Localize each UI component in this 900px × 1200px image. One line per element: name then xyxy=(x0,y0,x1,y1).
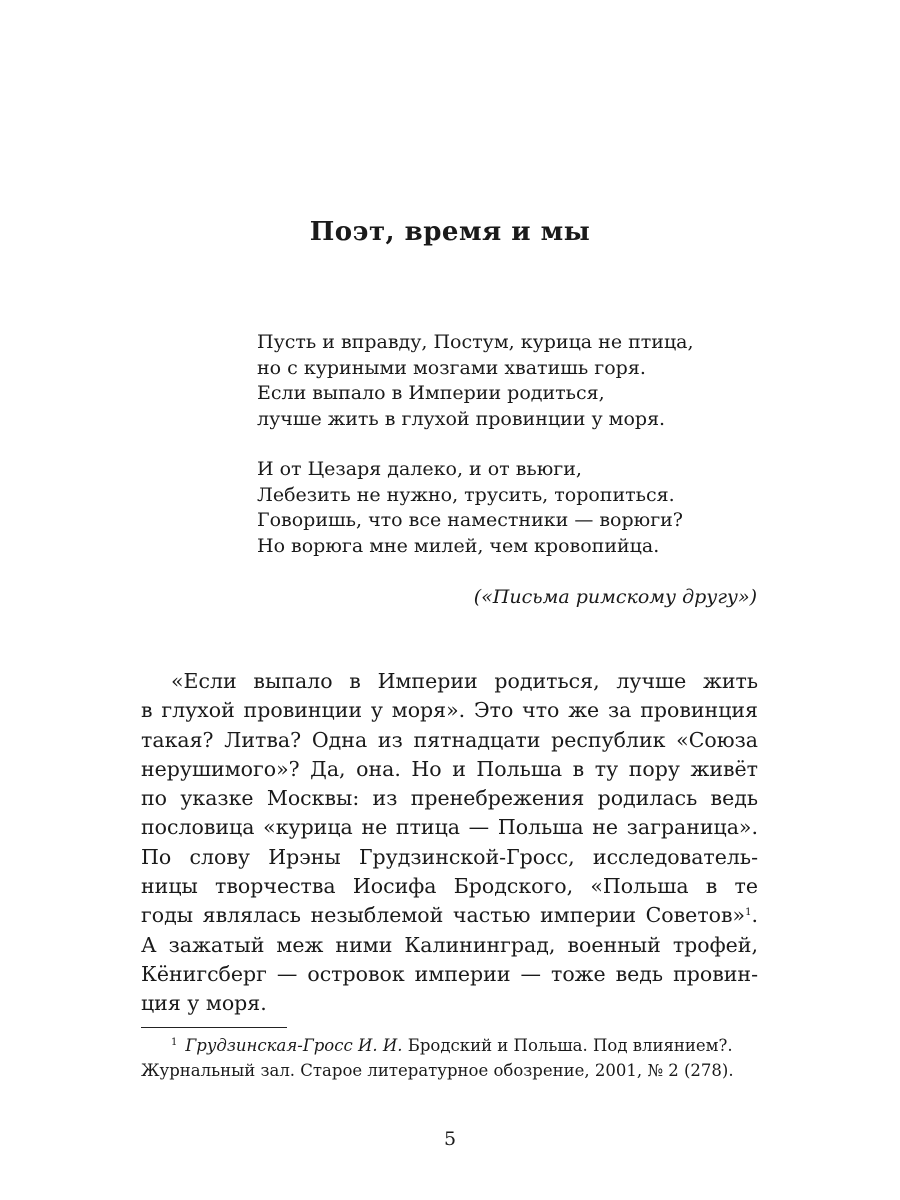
paragraph-line-text: годы являлась незыблемой частью империи Советов» xyxy=(141,903,746,928)
footnote-number: 1 xyxy=(171,1037,178,1048)
footnote-line-2: Журнальный зал. Старое литературное обозрение, 2001, № 2 (278). xyxy=(141,1060,734,1080)
paragraph-line: нерушимого»? Да, она. Но и Польша в ту пору живёт xyxy=(141,756,758,781)
body-paragraph xyxy=(141,667,758,1019)
verse-line: Но ворюга мне милей, чем кровопийца. xyxy=(257,534,660,557)
epigraph-stanza-1 xyxy=(257,330,777,432)
footnote-line-1 xyxy=(141,1034,758,1059)
paragraph-line: по указке Москвы: из пренебрежения родилась ведь xyxy=(141,786,758,811)
paragraph-line: ция у моря. xyxy=(141,991,267,1016)
footnote-divider xyxy=(141,1027,287,1028)
footnote-author: Грудзинская-Гросс И. И. xyxy=(185,1036,403,1055)
paragraph-line: ницы творчества Иосифа Бродского, «Польша в те xyxy=(141,874,758,899)
epigraph-source: («Письма римскому другу») xyxy=(473,586,757,608)
paragraph-line: пословица «курица не птица — Польша не заграница». xyxy=(141,815,758,840)
epigraph xyxy=(257,330,777,584)
paragraph-line: в глухой провинции у моря». Это что же за провинция xyxy=(141,698,758,723)
verse-line: Пусть и вправду, Постум, курица не птица, xyxy=(257,331,694,353)
verse-line: лучше жить в глухой провинции у моря. xyxy=(257,407,666,430)
paragraph-line: По слову Ирэны Грудзинской-Гросс, исследователь- xyxy=(141,844,758,869)
page-number: 5 xyxy=(443,1128,457,1150)
paragraph-line-with-footnote: годы являлась незыблемой частью империи Советов»$^1$. xyxy=(141,903,758,928)
paragraph-line: такая? Литва? Одна из пятнадцати республик «Союза xyxy=(141,727,758,752)
footnote-reference[interactable]: 1 xyxy=(745,907,752,919)
verse-line: Говоришь, что все наместники — ворюги? xyxy=(257,509,683,531)
page-title: Поэт, время и мы xyxy=(309,217,591,247)
footnote-text: Бродский и Польша. Под влиянием?. xyxy=(407,1036,733,1055)
footnote xyxy=(141,1034,758,1083)
verse-line: Лебезить не нужно, трусить, торопиться. xyxy=(257,483,675,506)
verse-line: Если выпало в Империи родиться, xyxy=(257,382,605,404)
verse-line: но с куриными мозгами хватишь горя. xyxy=(257,356,646,379)
epigraph-stanza-2 xyxy=(257,457,777,559)
verse-line: И от Цезаря далеко, и от вьюги, xyxy=(257,458,582,480)
paragraph-line: Кёнигсберг — островок империи — тоже ведь провин- xyxy=(141,961,758,986)
paragraph-line: А зажатый меж ними Калининград, военный трофей, xyxy=(141,932,758,957)
paragraph-line: «Если выпало в Империи родиться, лучше жить xyxy=(171,669,758,693)
